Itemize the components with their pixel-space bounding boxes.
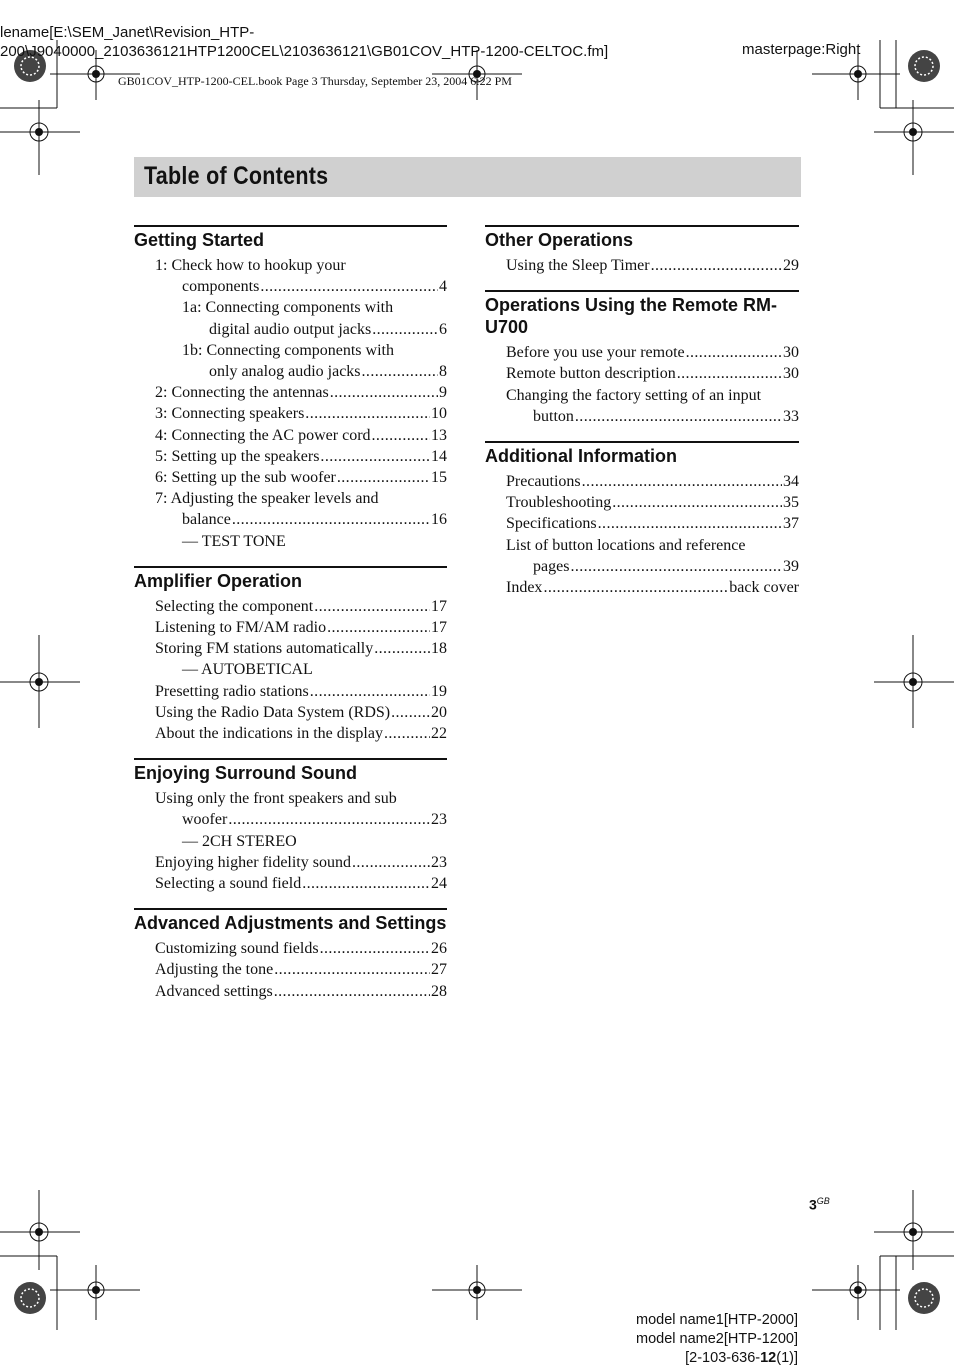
toc-entry-line	[155, 809, 447, 830]
toc-entry[interactable]	[485, 255, 799, 276]
toc-entry-page: 26	[431, 940, 447, 958]
toc-entry-line	[155, 873, 447, 894]
toc-entry-text: balance	[182, 511, 231, 529]
toc-entry[interactable]	[134, 723, 447, 744]
dot-leader	[228, 809, 430, 830]
toc-entry-page: 23	[431, 853, 447, 871]
toc-entry-line	[155, 446, 447, 467]
toc-entry[interactable]	[134, 403, 447, 424]
toc-entry-page: 24	[431, 875, 447, 893]
toc-section	[485, 441, 799, 598]
toc-section	[134, 225, 447, 552]
dot-leader	[232, 509, 430, 530]
toc-entry-text: Index	[506, 579, 543, 597]
toc-entry[interactable]	[485, 577, 799, 598]
toc-entry-page: 30	[783, 365, 799, 383]
toc-entry-text: components	[182, 278, 260, 296]
toc-entry[interactable]	[134, 340, 447, 382]
dot-leader	[570, 556, 782, 577]
footer-code	[685, 1349, 798, 1368]
toc-entry[interactable]	[134, 446, 447, 467]
dot-leader	[274, 981, 430, 1002]
toc-entry-text: Before you use your remote	[506, 344, 685, 362]
toc-entry[interactable]	[134, 938, 447, 959]
toc-entry[interactable]	[134, 638, 447, 659]
toc-entry[interactable]	[134, 467, 447, 488]
dot-leader	[582, 471, 782, 492]
dot-leader	[543, 577, 728, 598]
toc-entry[interactable]	[134, 852, 447, 873]
toc-section	[134, 758, 447, 894]
toc-entry-text: Selecting the component	[155, 597, 314, 615]
toc-entry-line	[155, 509, 447, 530]
toc-entry-line	[506, 385, 799, 406]
toc-entry[interactable]	[134, 425, 447, 446]
toc-entry-page: 33	[783, 407, 799, 425]
toc-entry-line	[155, 981, 447, 1002]
toc-entry-line	[155, 596, 447, 617]
toc-entry-page: 37	[783, 515, 799, 533]
toc-entry-text: About the indications in the display	[155, 725, 383, 743]
toc-entry-text: Precautions	[506, 473, 581, 491]
toc-entry-text: Advanced settings	[155, 982, 273, 1000]
toc-entry-page: 22	[431, 725, 447, 743]
toc-entry-line	[506, 255, 799, 276]
toc-entry-text: Selecting a sound field	[155, 875, 302, 893]
dot-leader	[677, 363, 782, 384]
toc-entry-line	[506, 513, 799, 534]
toc-section	[134, 908, 447, 1002]
toc-entry-page: 29	[783, 257, 799, 274]
toc-entry-page: 4	[439, 278, 447, 296]
toc-entry-line	[155, 255, 447, 276]
toc-entry-line	[182, 361, 447, 382]
toc-entry[interactable]	[134, 488, 447, 530]
toc-entry-page: 16	[431, 511, 447, 529]
toc-entry-line	[506, 492, 799, 513]
toc-entry-line	[155, 403, 447, 424]
toc-section	[134, 566, 447, 744]
toc-entry[interactable]	[134, 681, 447, 702]
toc-entry-line	[155, 382, 447, 403]
toc-entry-line	[506, 535, 799, 556]
dot-leader	[391, 702, 430, 723]
toc-entry-line	[155, 425, 447, 446]
page-title: Table of Contents	[144, 162, 329, 190]
toc-entry-line	[155, 788, 447, 809]
toc-entry-text: button	[533, 407, 574, 425]
toc-entry[interactable]	[134, 788, 447, 830]
toc-entry-page: 27	[431, 961, 447, 979]
toc-entry-page: 13	[431, 426, 447, 444]
dot-leader	[330, 382, 438, 403]
toc-entry[interactable]	[485, 492, 799, 513]
footer-code-bold: 12	[760, 1350, 777, 1366]
toc-entry-line	[506, 556, 799, 577]
toc-entry-line	[506, 406, 799, 427]
toc-entry-text: woofer	[182, 811, 228, 829]
section-title: Enjoying Surround Sound	[134, 758, 447, 784]
dot-leader	[598, 513, 782, 534]
toc-entry-line	[182, 340, 447, 361]
dot-leader	[314, 596, 430, 617]
book-info-line: GB01COV_HTP-1200-CEL.book Page 3 Thursday, September 23, 2004 6:22 PM	[118, 74, 512, 88]
toc-right-column	[485, 225, 799, 612]
toc-entry-text: 5: Setting up the speakers	[155, 447, 320, 465]
toc-entry-text: pages	[533, 557, 570, 575]
toc-entry-page: 35	[783, 494, 799, 512]
toc-entry-line	[182, 319, 447, 340]
toc-entry-text: Using only the front speakers and sub	[155, 790, 397, 808]
toc-entry-text: Customizing sound fields	[155, 940, 319, 958]
toc-entry[interactable]	[134, 297, 447, 339]
toc-entry-page: 30	[783, 344, 799, 362]
toc-entry[interactable]	[485, 513, 799, 534]
toc-entry-text: digital audio output jacks	[209, 320, 372, 338]
toc-entry-text: 1: Check how to hookup your	[155, 257, 346, 274]
dot-leader	[372, 319, 438, 340]
toc-entry-text: Troubleshooting	[506, 494, 612, 512]
toc-entry-text: Listening to FM/AM radio	[155, 619, 327, 637]
dot-leader	[260, 276, 438, 297]
toc-entry-text: Using the Radio Data System (RDS)	[155, 703, 391, 721]
dot-leader	[337, 467, 430, 488]
toc-entry[interactable]	[134, 981, 447, 1002]
toc-entry-page: 15	[431, 469, 447, 487]
toc-entry[interactable]	[134, 382, 447, 403]
toc-entry-page: 10	[431, 405, 447, 423]
toc-entry-text: Storing FM stations automatically	[155, 640, 374, 658]
toc-entry-page: 34	[783, 473, 799, 491]
toc-entry-text: Remote button description	[506, 365, 676, 383]
toc-entry-text: 6: Setting up the sub woofer	[155, 469, 336, 487]
toc-entry-line	[506, 577, 799, 598]
toc-section	[485, 290, 799, 427]
toc-entry-line	[155, 617, 447, 638]
toc-entry-line	[155, 959, 447, 980]
toc-entry-text: Changing the factory setting of an input	[506, 386, 762, 404]
toc-entry[interactable]	[134, 255, 447, 297]
section-title: Advanced Adjustments and Settings	[134, 908, 447, 934]
footer-model2: model name2[HTP-1200]	[636, 1331, 798, 1347]
toc-entry-page: 28	[431, 982, 447, 1000]
toc-entry-line	[155, 852, 447, 873]
toc-entry-line	[155, 723, 447, 744]
toc-entry-page: 17	[431, 619, 447, 637]
toc-entry-text: 4: Connecting the AC power cord	[155, 426, 371, 444]
dot-leader	[651, 255, 782, 276]
toc-entry-page: 23	[431, 811, 447, 829]
toc-entry-text: 3: Connecting speakers	[155, 405, 305, 423]
toc-entry-page: 18	[431, 640, 447, 658]
toc-entry-line	[506, 363, 799, 384]
toc-entry-page: 9	[439, 384, 447, 402]
toc-entry-text: List of button locations and reference	[506, 536, 746, 554]
footer-model1: model name1[HTP-2000]	[636, 1312, 798, 1328]
dot-leader	[374, 638, 430, 659]
toc-entry-line	[155, 702, 447, 723]
toc-entry-line	[155, 938, 447, 959]
toc-title-banner	[134, 157, 801, 197]
toc-entry-line	[155, 467, 447, 488]
toc-entry-line	[155, 681, 447, 702]
toc-entry-text: 7: Adjusting the speaker levels and	[155, 490, 379, 508]
section-title: Getting Started	[134, 225, 447, 251]
toc-entry[interactable]	[134, 596, 447, 617]
toc-entry-page: back cover	[729, 579, 799, 597]
toc-entry-note: — 2CH STEREO	[182, 832, 297, 850]
toc-entry-note: — TEST TONE	[182, 532, 286, 550]
toc-entry[interactable]	[485, 471, 799, 492]
toc-entry-page: 17	[431, 597, 447, 615]
dot-leader	[302, 873, 430, 894]
dot-leader	[362, 361, 438, 382]
file-path-line1: lename[E:\SEM_Janet\Revision_HTP-	[0, 24, 255, 41]
toc-entry-page: 8	[439, 363, 447, 381]
dot-leader	[320, 446, 430, 467]
toc-entry-page: 6	[439, 320, 447, 338]
page-number	[809, 1196, 830, 1213]
toc-entry[interactable]	[485, 342, 799, 363]
toc-section	[485, 225, 799, 276]
toc-entry-line	[506, 471, 799, 492]
toc-entry-page: 19	[431, 682, 447, 700]
toc-entry-line	[506, 342, 799, 363]
section-title: Additional Information	[485, 441, 799, 467]
page-number-value: 3	[809, 1196, 817, 1213]
toc-entry-text: 1b: Connecting components with	[182, 341, 394, 359]
toc-entry-note: — AUTOBETICAL	[182, 661, 313, 679]
footer-code-suffix: (1)]	[776, 1350, 798, 1366]
toc-entry-line	[155, 488, 447, 509]
toc-entry-line	[155, 638, 447, 659]
section-title: Operations Using the Remote RM-U700	[485, 290, 799, 338]
toc-entry-text: Adjusting the tone	[155, 961, 274, 979]
toc-entry-text: Presetting radio stations	[155, 682, 309, 700]
dot-leader	[372, 425, 430, 446]
toc-entry-text: 2: Connecting the antennas	[155, 384, 329, 402]
section-title: Other Operations	[485, 225, 799, 251]
dot-leader	[575, 406, 782, 427]
dot-leader	[352, 852, 430, 873]
dot-leader	[320, 938, 430, 959]
toc-entry-text: Specifications	[506, 515, 597, 533]
toc-entry-page: 14	[431, 447, 447, 465]
toc-entry[interactable]	[134, 702, 447, 723]
toc-left-column	[134, 225, 447, 1016]
dot-leader	[686, 342, 782, 363]
section-title: Amplifier Operation	[134, 566, 447, 592]
toc-entry-line	[155, 276, 447, 297]
toc-entry[interactable]	[134, 617, 447, 638]
masterpage-label: masterpage:Right	[742, 41, 861, 58]
toc-entry-text: 1a: Connecting components with	[182, 299, 394, 317]
dot-leader	[612, 492, 782, 513]
footer-code-prefix: [2-103-636-	[685, 1350, 761, 1366]
toc-entry[interactable]	[485, 535, 799, 577]
toc-entry-text: only analog audio jacks	[209, 363, 361, 381]
toc-entry[interactable]	[485, 385, 799, 427]
file-path-line2: 200\J9040000_2103636121HTP1200CEL\2103636121\GB01COV_HTP-1200-CELTOC.fm]	[0, 43, 609, 60]
toc-entry[interactable]	[485, 363, 799, 384]
toc-entry[interactable]	[134, 873, 447, 894]
toc-entry-page: 39	[783, 557, 799, 575]
dot-leader	[384, 723, 430, 744]
toc-entry[interactable]	[134, 959, 447, 980]
toc-entry-page: 20	[431, 703, 447, 721]
dot-leader	[305, 403, 430, 424]
dot-leader	[274, 959, 430, 980]
toc-entry-line	[182, 297, 447, 318]
toc-entry-text: Enjoying higher fidelity sound	[155, 853, 351, 871]
dot-leader	[310, 681, 430, 702]
toc-entry-text: Using the Sleep Timer	[506, 257, 650, 274]
dot-leader	[327, 617, 430, 638]
page-number-suffix: GB	[816, 1196, 830, 1206]
